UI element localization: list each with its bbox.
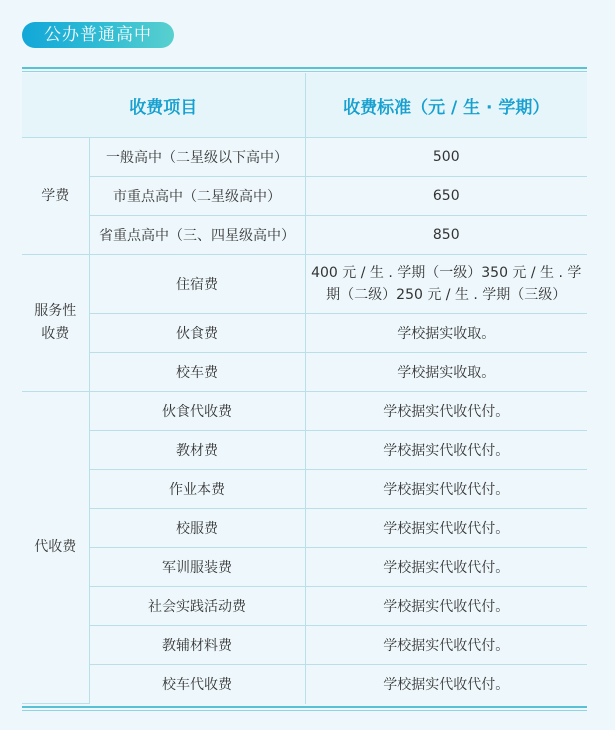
item-cell: 一般高中（二星级以下高中） bbox=[89, 138, 305, 177]
value-cell: 650 bbox=[305, 177, 587, 216]
item-cell: 军训服装费 bbox=[89, 548, 305, 587]
section-badge: 公办普通高中 bbox=[22, 22, 174, 48]
value-line2: 期（二级）250 元 / 生 . 学期（三级） bbox=[326, 287, 567, 303]
value-cell bbox=[305, 255, 587, 314]
table-row bbox=[22, 509, 587, 548]
table-row bbox=[22, 548, 587, 587]
item-cell: 市重点高中（二星级高中） bbox=[89, 177, 305, 216]
table-row bbox=[22, 626, 587, 665]
value-line1: 400 元 / 生 . 学期（一级）350 元 / 生 . 学 bbox=[311, 265, 582, 281]
item-cell: 伙食代收费 bbox=[89, 392, 305, 431]
value-cell: 学校据实收取。 bbox=[305, 314, 587, 353]
header-item: 收费项目 bbox=[22, 73, 305, 138]
bottom-rule bbox=[22, 706, 587, 708]
item-cell: 教材费 bbox=[89, 431, 305, 470]
top-rule-thin bbox=[22, 71, 587, 72]
category-service bbox=[22, 255, 89, 392]
value-cell: 学校据实代收代付。 bbox=[305, 665, 587, 704]
item-cell: 作业本费 bbox=[89, 470, 305, 509]
table-row bbox=[22, 216, 587, 255]
value-cell: 学校据实代收代付。 bbox=[305, 587, 587, 626]
table-row bbox=[22, 665, 587, 704]
item-cell: 校服费 bbox=[89, 509, 305, 548]
value-cell: 500 bbox=[305, 138, 587, 177]
table-row bbox=[22, 138, 587, 177]
value-cell: 学校据实代收代付。 bbox=[305, 626, 587, 665]
item-cell: 社会实践活动费 bbox=[89, 587, 305, 626]
value-cell: 学校据实代收代付。 bbox=[305, 548, 587, 587]
value-cell: 学校据实代收代付。 bbox=[305, 470, 587, 509]
item-cell: 伙食费 bbox=[89, 314, 305, 353]
fee-table bbox=[22, 73, 587, 704]
bottom-rule-thin bbox=[22, 710, 587, 711]
category-collection: 代收费 bbox=[22, 392, 89, 704]
value-cell: 学校据实代收代付。 bbox=[305, 509, 587, 548]
header-standard: 收费标准（元 / 生 · 学期） bbox=[305, 73, 587, 138]
table-row bbox=[22, 470, 587, 509]
item-cell: 住宿费 bbox=[89, 255, 305, 314]
table-row bbox=[22, 587, 587, 626]
table-row bbox=[22, 314, 587, 353]
item-cell: 教辅材料费 bbox=[89, 626, 305, 665]
value-cell: 学校据实代收代付。 bbox=[305, 431, 587, 470]
table-header-row bbox=[22, 73, 587, 138]
item-cell: 校车费 bbox=[89, 353, 305, 392]
item-cell: 校车代收费 bbox=[89, 665, 305, 704]
category-tuition: 学费 bbox=[22, 138, 89, 255]
table-row bbox=[22, 255, 587, 314]
table-row bbox=[22, 353, 587, 392]
table-row bbox=[22, 392, 587, 431]
category-service-line2: 收费 bbox=[41, 326, 70, 342]
table-row bbox=[22, 431, 587, 470]
top-rule bbox=[22, 67, 587, 69]
item-cell: 省重点高中（三、四星级高中） bbox=[89, 216, 305, 255]
value-cell: 学校据实代收代付。 bbox=[305, 392, 587, 431]
value-cell: 850 bbox=[305, 216, 587, 255]
table-row bbox=[22, 177, 587, 216]
value-cell: 学校据实收取。 bbox=[305, 353, 587, 392]
category-service-line1: 服务性 bbox=[34, 303, 77, 319]
